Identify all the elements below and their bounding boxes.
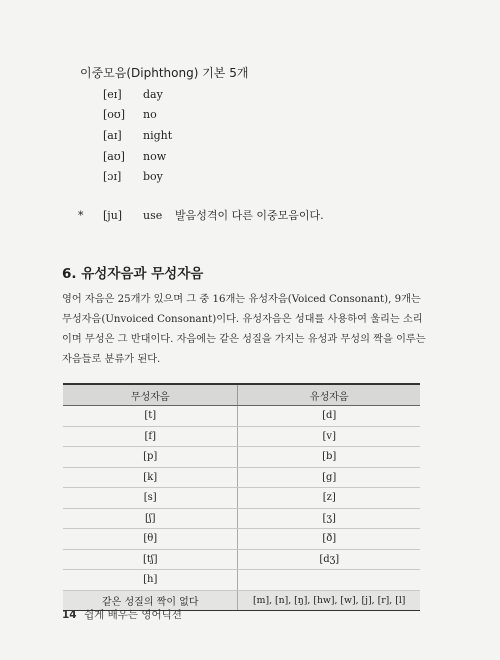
note-ipa: [ju]: [103, 208, 123, 222]
unvoiced-cell: [h]: [63, 570, 238, 591]
diphthong-example-word: night: [143, 128, 173, 142]
diphthong-ipa: [aʊ]: [103, 149, 125, 163]
diphthong-list: [103, 84, 303, 187]
consonant-table: [63, 383, 420, 611]
unvoiced-cell: [f]: [63, 426, 238, 447]
header-voiced: 유성자음: [238, 384, 420, 406]
note-example-word: use: [143, 208, 163, 222]
voiced-cell: [z]: [238, 488, 420, 509]
diphthong-example-word: boy: [143, 170, 163, 184]
voiced-cell: [d]: [238, 406, 420, 427]
page-footer: [62, 607, 182, 622]
voiced-cell: [b]: [238, 447, 420, 468]
unvoiced-cell: [θ]: [63, 529, 238, 550]
diphthong-row: [103, 84, 303, 105]
unpaired-label: 같은 성질의 짝이 없다: [63, 590, 238, 611]
book-title: 쉽게 배우는 영어딕션: [83, 609, 182, 621]
table-row: [63, 447, 420, 468]
note-text: 발음성격이 다른 이중모음이다.: [175, 209, 324, 222]
diphthong-ipa: [eɪ]: [103, 87, 122, 101]
diphthong-row: [103, 146, 303, 167]
unvoiced-cell: [ʃ]: [63, 508, 238, 529]
page-number: 14: [62, 609, 77, 621]
diphthong-example-word: no: [143, 108, 157, 122]
diphthong-example-word: now: [143, 149, 167, 163]
unvoiced-cell: [s]: [63, 488, 238, 509]
section-title: 6. 유성자음과 무성자음: [62, 266, 204, 282]
voiced-cell: [g]: [238, 467, 420, 488]
diphthong-heading: 이중모음(Diphthong) 기본 5개: [80, 66, 249, 80]
voiced-cell: [238, 570, 420, 591]
voiced-cell: [dʒ]: [238, 549, 420, 570]
table-row: [63, 488, 420, 509]
note-asterisk: *: [78, 208, 84, 222]
unvoiced-cell: [k]: [63, 467, 238, 488]
unvoiced-cell: [tʃ]: [63, 549, 238, 570]
voiced-cell: [v]: [238, 426, 420, 447]
table-row: [63, 426, 420, 447]
diphthong-row: [103, 105, 303, 126]
diphthong-example-word: day: [143, 87, 163, 101]
header-unvoiced: 무성자음: [63, 384, 238, 406]
diphthong-row: [103, 125, 303, 146]
unvoiced-cell: [p]: [63, 447, 238, 468]
diphthong-ipa: [ɔɪ]: [103, 170, 122, 184]
diphthong-note: [78, 207, 324, 223]
table-row: [63, 570, 420, 591]
unpaired-voiced-list: [m], [n], [ŋ], [hw], [w], [j], [r], [l]: [238, 590, 420, 611]
unvoiced-cell: [t]: [63, 406, 238, 427]
voiced-cell: [ʒ]: [238, 508, 420, 529]
section-paragraph: 영어 자음은 25개가 있으며 그 중 16개는 유성자음(Voiced Consonant), 9개는 무성자음(Unvoiced Consonant)이다. 유성자음은 성대를 사용하여 울리는 소리이며 무성은 그 반대이다. 자음에는 같은 성질을 가지는 유성과 무성의 짝을 이루는 자음들로 분류가 된다.: [62, 294, 426, 365]
table-row: [63, 508, 420, 529]
diphthong-ipa: [oʊ]: [103, 108, 126, 122]
table-row: [63, 549, 420, 570]
diphthong-row: [103, 166, 303, 187]
table-header-row: [63, 384, 420, 406]
table-row: [63, 406, 420, 427]
diphthong-ipa: [aɪ]: [103, 128, 122, 142]
table-row: [63, 529, 420, 550]
voiced-cell: [ð]: [238, 529, 420, 550]
table-row: [63, 467, 420, 488]
